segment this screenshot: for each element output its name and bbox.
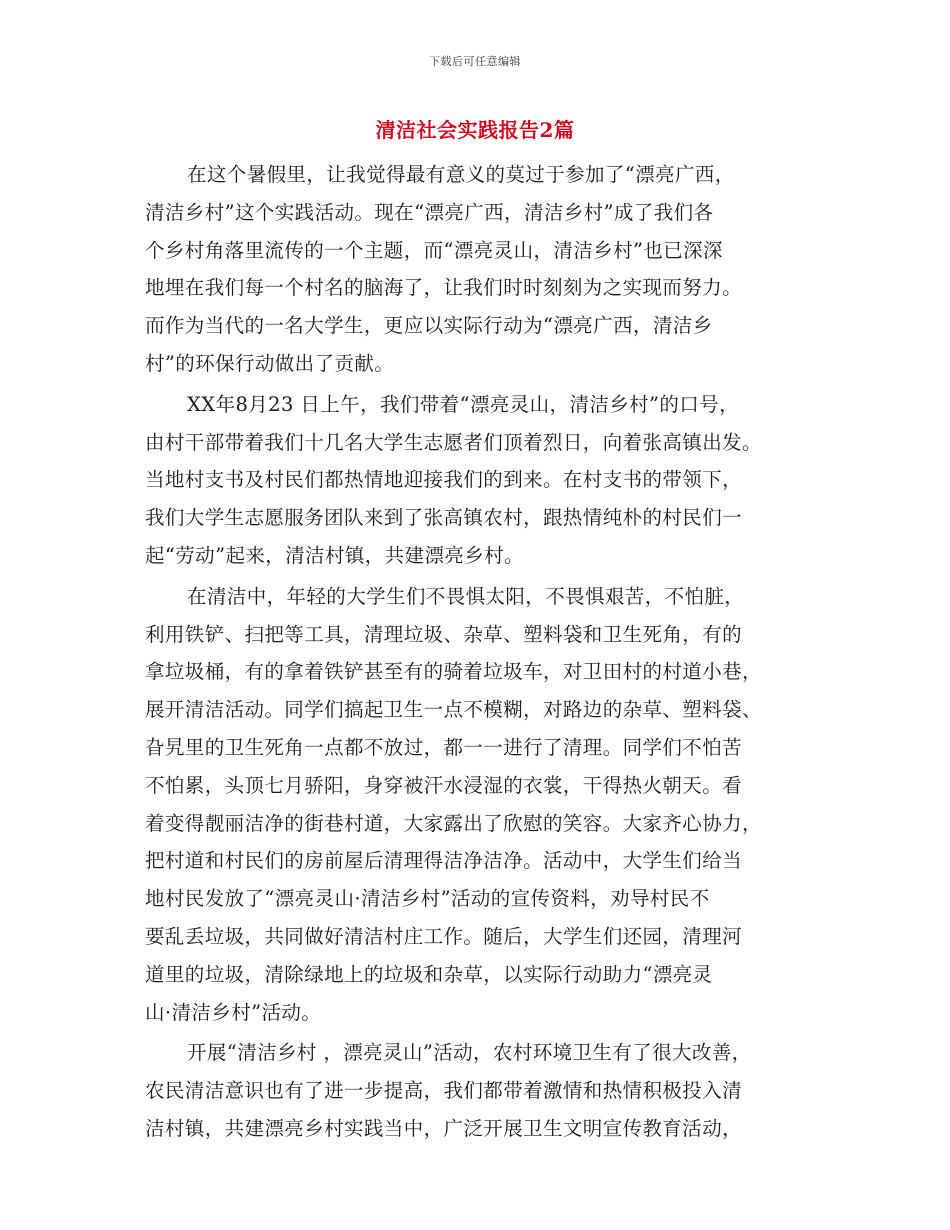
page-header-note: 下载后可任意编辑	[429, 55, 521, 68]
paragraph-line: 不怕累，头顶七月骄阳，身穿被汗水浸湿的衣裳，干得热火朝天。看	[145, 773, 743, 797]
paragraph-line: 洁村镇，共建漂亮乡村实践当中，广泛开展卫生文明宣传教育活动，	[145, 1116, 743, 1140]
paragraph-line: 拿垃圾桶，有的拿着铁铲甚至有的骑着垃圾车，对卫田村的村道小巷，	[145, 660, 762, 684]
paragraph-line: 要乱丢垃圾，共同做好清洁村庄工作。随后，大学生们还园，清理河	[145, 924, 743, 948]
paragraph-line: 起“劳动”起来，清洁村镇，共建漂亮乡村。	[145, 543, 524, 567]
paragraph-line: 展开清洁活动。同学们搞起卫生一点不模糊，对路边的杂草、塑料袋、	[145, 698, 762, 722]
paragraph-line: 地村民发放了“漂亮灵山·清洁乡村”活动的宣传资料，劝导村民不	[145, 887, 710, 911]
paragraph-line: 由村干部带着我们十几名大学生志愿者们顶着烈日，向着张高镇出发。	[145, 430, 762, 454]
document-title: 清洁社会实践报告2篇	[375, 118, 575, 142]
paragraph-line: 而作为当代的一名大学生，更应以实际行动为“漂亮广西，清洁乡	[145, 314, 713, 338]
paragraph-line: 个乡村角落里流传的一个主题，而“漂亮灵山，清洁乡村”也已深深	[145, 238, 723, 262]
paragraph-first-line: 在这个暑假里，让我觉得最有意义的莫过于参加了“漂亮广西，	[187, 163, 735, 186]
paragraph-line: 村”的环保行动做出了贡献。	[145, 351, 395, 375]
paragraph-first-line: 开展“清洁乡村 ，漂亮灵山”活动，农村环境卫生有了很大改善，	[187, 1041, 752, 1065]
paragraph-line: 农民清洁意识也有了进一步提高，我们都带着激情和热情积极投入清	[145, 1079, 743, 1103]
paragraph-line: 当地村支书及村民们都热情地迎接我们的到来。在村支书的带领下，	[145, 468, 743, 492]
paragraph-line: 利用铁铲、扫把等工具，清理垃圾、杂草、塑料袋和卫生死角，有的	[145, 622, 743, 646]
paragraph-first-line: XX年8月23 日上午，我们带着“漂亮灵山，清洁乡村”的口号，	[187, 392, 740, 416]
paragraph-line: 山·清洁乡村”活动。	[145, 1000, 322, 1024]
paragraph-line: 着变得靓丽洁净的街巷村道，大家露出了欣慰的笑容。大家齐心协力，	[145, 811, 762, 835]
paragraph-line: 旮旯里的卫生死角一点都不放过，都一一进行了清理。同学们不怕苦	[145, 735, 743, 759]
paragraph-line: 道里的垃圾，清除绿地上的垃圾和杂草，以实际行动助力“漂亮灵	[145, 962, 713, 986]
paragraph-line: 清洁乡村”这个实践活动。现在“漂亮广西，清洁乡村”成了我们各	[145, 200, 714, 224]
paragraph-line: 我们大学生志愿服务团队来到了张高镇农村，跟热情纯朴的村民们一	[145, 506, 743, 530]
document-body	[145, 156, 825, 1148]
paragraph-line: 地埋在我们每一个村名的脑海了，让我们时时刻刻为之实现而努力。	[145, 276, 743, 300]
paragraph-first-line: 在清洁中，年轻的大学生们不畏惧太阳，不畏惧艰苦，不怕脏，	[187, 584, 745, 608]
paragraph-line: 把村道和村民们的房前屋后清理得洁净洁净。活动中，大学生们给当	[145, 849, 743, 873]
